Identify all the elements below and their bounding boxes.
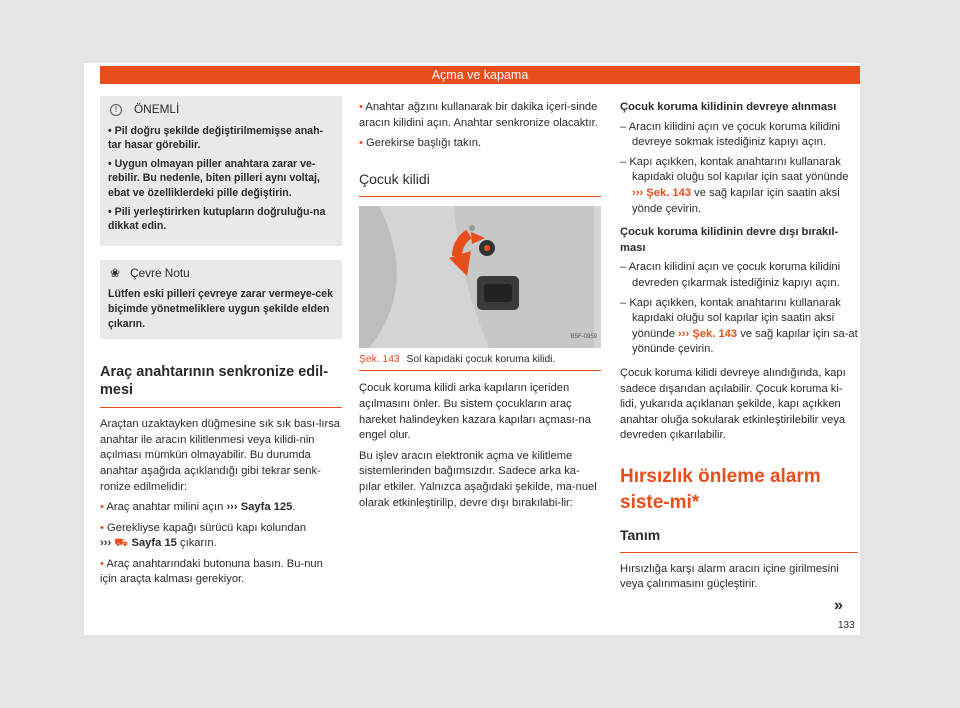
flower-icon: ❀ [110,265,121,280]
deactivate-title: Çocuk koruma kilidinin devre dışı bırakıl-ması [620,226,839,254]
definition-text: Hırsızlığa karşı alarm aracın içine girilmesini veya çalınmasını güçleştirir. [620,562,839,591]
activate-title: Çocuk koruma kilidinin devreye alınması [620,101,837,113]
middle-bullet-2: • Gerekirse başlığı takın. [359,136,601,152]
child-lock-summary: Çocuk koruma kilidi devreye alındığında, kapı sadece dışarıdan açılabilir. Çocuk koruma ki-lidi, yukarıda açıklanan şekilde, kapı açıkken anahtar oluğa sokularak etkinleştirilebilir veya devreden çıkarılabilir. [620,366,846,442]
sync-step-2-ref-prefix: ››› [100,537,112,550]
env-note-box [100,260,342,339]
middle-column [359,100,601,516]
deactivate-step-2 [620,296,858,358]
figure-code: B5F-0959 [570,334,597,341]
env-note-title: Çevre Notu [130,265,190,280]
caption-ref: Şek. 143 [359,353,400,365]
activate-step-1: – Aracın kilidini açın ve çocuk koruma kilidini devreye sokmak istediğiniz kapıyı açın. [620,120,858,151]
deactivate-step-2-text: Kapı açıkken, kontak anahtarını kullanarak kapıdaki oluğu sol kapılar için saatin aksi yönünde [629,296,841,340]
important-item: • Pili yerleştirirken kutupların doğruluğu-na dikkat edin. [108,205,334,234]
sync-step-3: • Araç anahtarındaki butonuna basın. Bu-nun için araçta kalması gerekiyor. [100,557,342,588]
activate-step-2 [620,155,858,217]
sync-step-1 [100,500,342,516]
activate-step-2-end: ve sağ kapılar için saatin aksi yönde çevirin. [632,186,840,215]
sync-step-1-ref[interactable]: ››› Sayfa 125 [226,501,293,514]
middle-bullet-1: • Anahtar ağzını kullanarak bir dakika içeri-sinde aracın kilidini açın. Anahtar senkronize olacaktır. [359,100,601,131]
figure-caption [359,348,601,372]
child-lock-para-2: Bu işlev aracın elektronik açma ve kilitleme sistemlerinden bağımsızdır. Sadece arka ka-pılar etkiler. Yalnızca aşağıdaki şekilde, ma-nuel olarak etkinleştirilip, devre dışı bırakılabi-lir: [359,449,597,509]
activate-step-2-text: Kapı açıkken, kontak anahtarını kullanarak kapıdaki oluğu sol kapılar için saat yönünde [629,155,849,184]
deactivate-step-2-ref[interactable]: ››› Şek. 143 [678,327,738,340]
child-lock-figure [359,206,601,348]
caption-text: Sol kapıdaki çocuk koruma kilidi. [406,353,556,365]
sync-step-1-text: Araç anahtar milini açın [106,501,227,514]
continue-mark: » [834,597,843,614]
activate-step-2-ref[interactable]: ››› Şek. 143 [632,186,692,199]
important-header [108,102,334,118]
sync-step-2-ref[interactable]: Sayfa 15 [131,537,177,550]
alarm-title: Hırsızlık önleme alarm siste-mi* [620,465,821,513]
child-lock-para-1: Çocuk koruma kilidi arka kapıların içeriden açılmasını önler. Bu sistem çocukların araç hareket halindeyken kazara kapıları açması-na engel olur. [359,382,591,442]
left-column [100,96,342,593]
page-number: 133 [838,620,855,631]
sync-step-2 [100,521,342,552]
sync-step-2-text: Gerekliyse kapağı sürücü kapı kolundan [107,521,307,534]
important-item: • Pil doğru şekilde değiştirilmemişse anah-tar hasar görebilir. [108,124,334,153]
deactivate-step-1: – Aracın kilidini açın ve çocuk koruma kilidini devreden çıkarmak istediğiniz kapıyı açın. [620,260,858,291]
deactivate-step-2-end: ve sağ kapılar için sa-at yönünde çevirin. [632,327,858,356]
env-note-text: Lütfen eski pilleri çevreye zarar vermeye-cek biçimde yönetmeliklere uygun şekilde elden çıkarın. [108,288,333,330]
env-note-header [108,266,334,282]
door-illustration [359,206,601,348]
header-title: Açma ve kapama [100,66,860,84]
right-column [620,100,858,598]
car-icon: ⛟ [114,537,129,550]
sync-step-1-end: . [292,501,296,514]
sync-intro: Araçtan uzaktayken düğmesine sık sık bası-lırsa anahtar ile aracın kilitlenmesi veya kilidi-nin açılması mümkün olmayabilir. Bu durumda anahtar aşağıda açıklandığı gibi tekrar senk-ronize edilmelidir: [100,418,341,493]
child-lock-title: Çocuk kilidi [359,170,601,197]
important-title: ÖNEMLİ [134,102,180,116]
important-body [108,124,334,234]
sync-title: Araç anahtarının senkronize edil-mesi [100,363,342,408]
sync-step-2-end: çıkarın. [176,537,217,550]
info-icon: ! [110,104,122,116]
important-item: • Uygun olmayan piller anahtara zarar ve-rebilir. Bu nedenle, biten pilleri aynı voltaj, ebat ve özelliklerdeki pille değiştirin. [108,157,334,201]
important-box [100,96,342,246]
definition-title: Tanım [620,526,858,553]
